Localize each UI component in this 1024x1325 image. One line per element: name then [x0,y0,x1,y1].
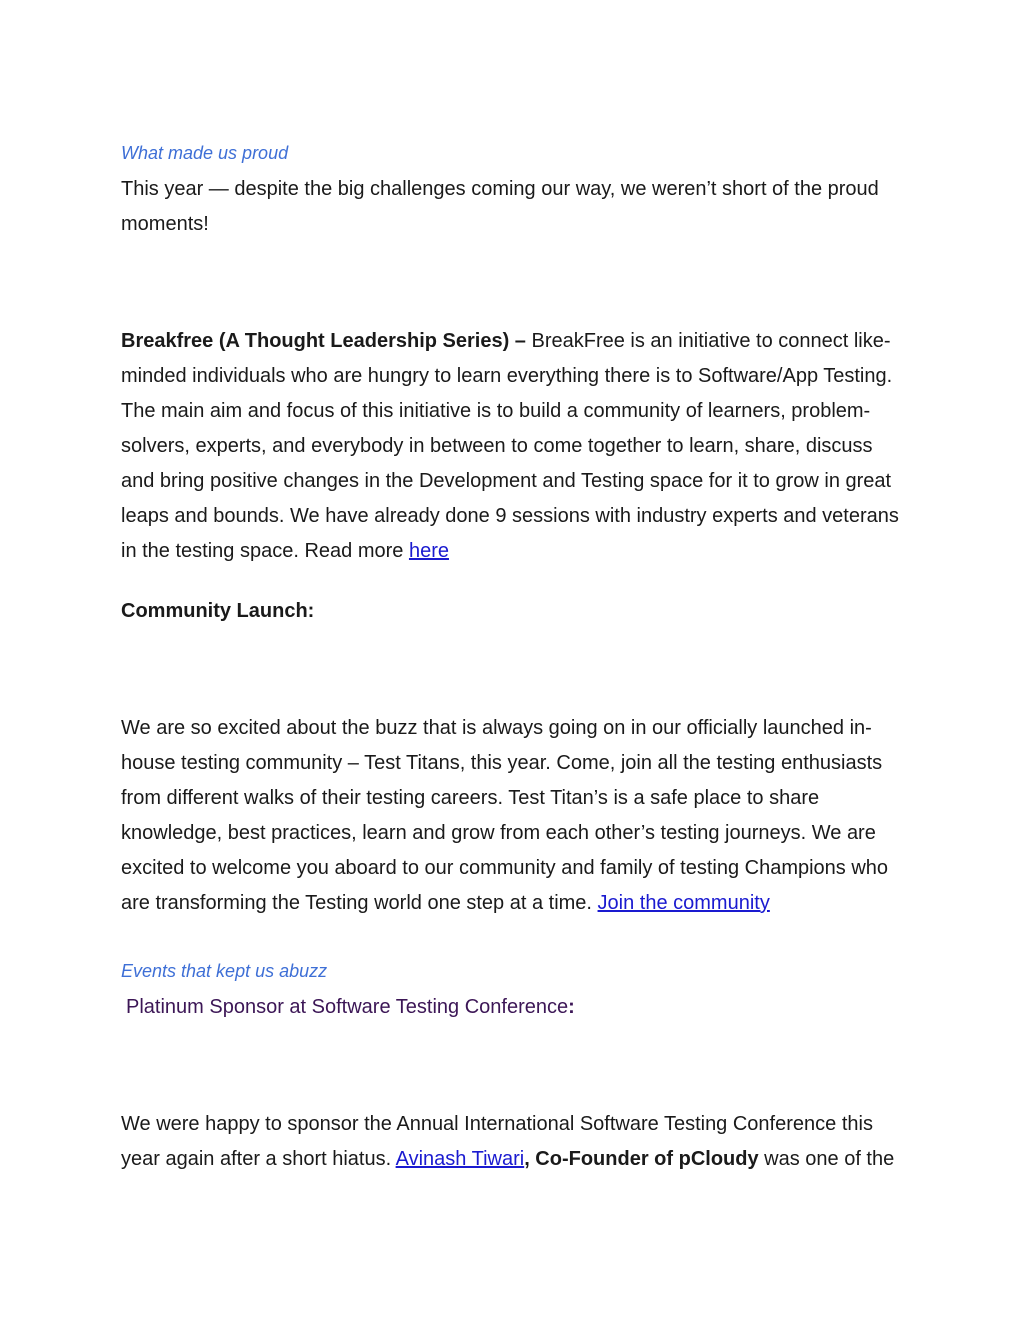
conference-paragraph [121,1107,911,1177]
avinash-tiwari-link[interactable]: Avinash Tiwari [395,1148,525,1170]
breakfree-title: Breakfree (A Thought Leadership Series) – [121,330,526,352]
person-role: , Co-Founder of pCloudy [524,1148,759,1170]
sponsor-heading-colon: : [568,996,575,1018]
section-heading-proud: What made us proud [121,143,289,163]
sponsor-heading-text: Platinum Sponsor at Software Testing Conference [126,996,569,1018]
conference-body-start: We were happy to sponsor the Annual International Software Testing Conference this year again after a short hiatus. [121,1113,873,1170]
community-body: We are so excited about the buzz that is always going on in our officially launched in-house testing community – Test Titans, this year. Come, join all the testing enthusiasts from different walks of their testing careers. Test Titan’s is a safe place to share knowledge, best practices, learn and grow from each other’s testing journeys. We are excited to welcome you aboard to our community and family of testing Champions who are transforming the Testing world one step at a time. [121,717,889,914]
section-heading-events: Events that kept us abuzz [121,961,328,981]
breakfree-paragraph [121,324,911,569]
join-community-link[interactable]: Join the community [597,892,770,914]
breakfree-read-more-link[interactable]: here [408,540,449,562]
sponsor-heading [126,996,575,1019]
community-paragraph [121,711,911,921]
community-launch-heading: Community Launch: [121,600,315,622]
intro-paragraph: This year — despite the big challenges coming our way, we weren’t short of the proud moments! [121,178,879,235]
conference-body-end: was one of the [758,1148,895,1170]
breakfree-body: BreakFree is an initiative to connect like-minded individuals who are hungry to learn everything there is to Software/App Testing. The main aim and focus of this initiative is to build a community of learners, problem-solvers, experts, and everybody in between to come together to learn, share, discuss and bring positive changes in the Development and Testing space for it to grow in great leaps and bounds. We have already done 9 sessions with industry experts and veterans in the testing space. Read more [121,330,899,562]
